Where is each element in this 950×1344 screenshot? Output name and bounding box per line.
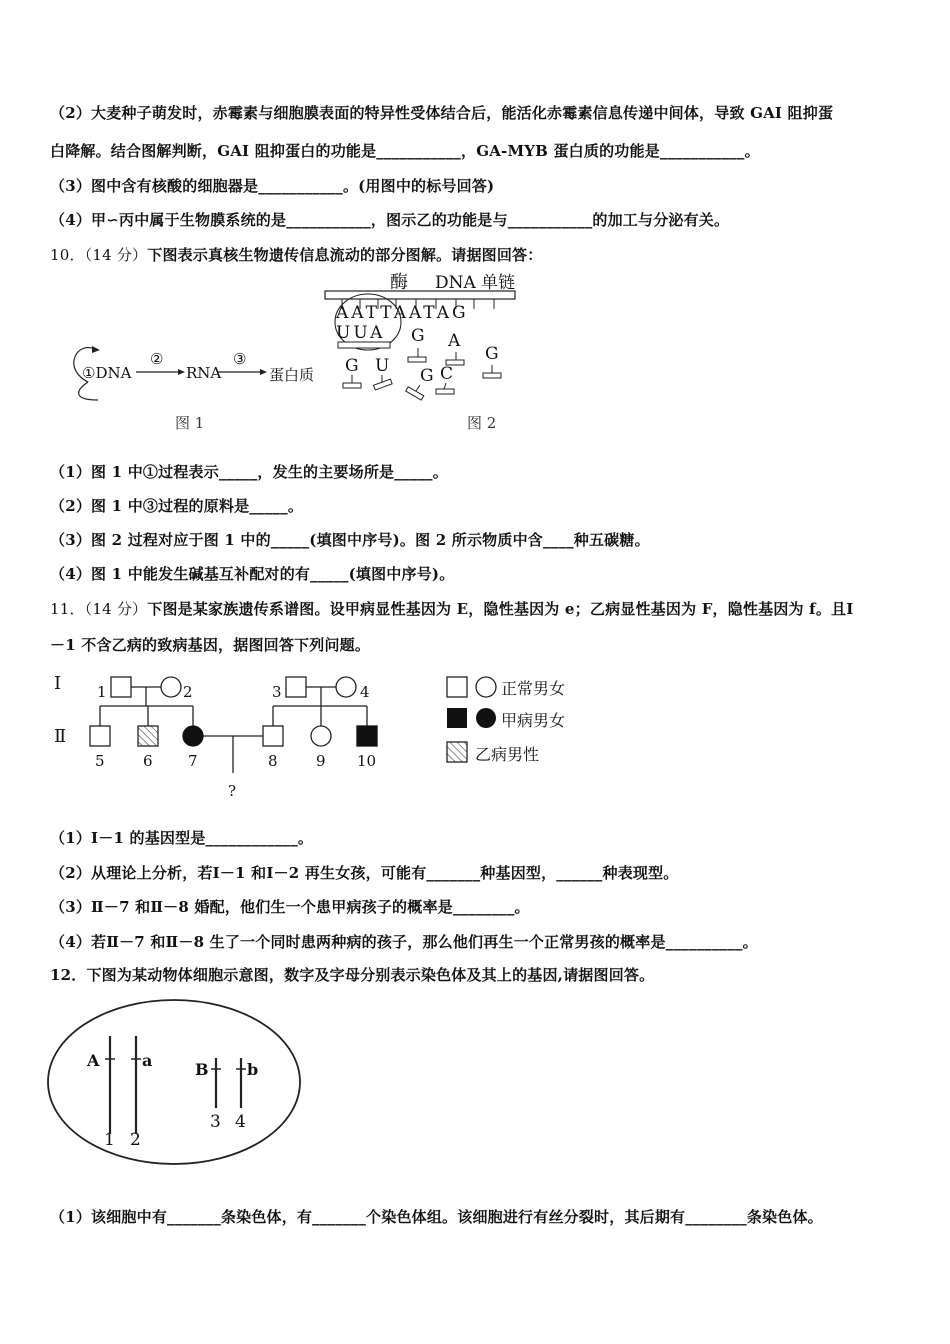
- free-base-6: G: [420, 366, 434, 386]
- q11-stem-line1: [50, 598, 853, 619]
- q9-part2-line2: 白降解。结合图解判断，GAI 阻抑蛋白的功能是___________，GA-MYB 蛋白质的功能是___________。: [50, 142, 760, 160]
- q10-text: 下图表示真核生物遗传信息流动的部分图解。请据图回答：: [147, 246, 543, 264]
- q11-part1: （1）Ⅰ－1 的基因型是____________。: [50, 829, 314, 847]
- chromosome-4: 4: [235, 1112, 246, 1132]
- dna-label: ①DNA: [82, 364, 132, 382]
- enzyme-label: 酶: [390, 272, 408, 293]
- legend-normal: 正常男女: [501, 679, 566, 698]
- q10-part1: （1）图 1 中①过程表示_____，发生的主要场所是_____。: [50, 463, 448, 481]
- individual-1: 1: [97, 683, 107, 701]
- individual-2: 2: [183, 683, 193, 701]
- step-2-label: ②: [150, 350, 164, 368]
- individual-10: 10: [357, 752, 377, 770]
- gene-a: a: [142, 1051, 153, 1070]
- q10-stem: [50, 244, 542, 265]
- q11-part3: （3）Ⅱ－7 和Ⅱ－8 婚配，他们生一个患甲病孩子的概率是________。: [50, 898, 530, 916]
- q11-part4: （4）若Ⅱ－7 和Ⅱ－8 生了一个同时患两种病的孩子，那么他们再生一个正常男孩的概率是__________。: [50, 933, 758, 951]
- chromosome-1: 1: [104, 1130, 115, 1150]
- step-3-label: ③: [233, 350, 247, 368]
- q9-part3: （3）图中含有核酸的细胞器是___________。(用图中的标号回答): [50, 177, 495, 195]
- free-base-3: G: [485, 344, 499, 364]
- individual-7: 7: [188, 752, 198, 770]
- free-base-2: A: [448, 331, 461, 351]
- free-base-4: G: [345, 356, 359, 376]
- q11-stem-line2: －1 不含乙病的致病基因，据图回答下列问题。: [50, 636, 371, 654]
- q11-text: 下图是某家族遗传系谱图。设甲病显性基因为 E，隐性基因为 e；乙病显性基因为 F，隐性基因为 f。且Ⅰ: [147, 600, 854, 618]
- individual-9: 9: [316, 752, 326, 770]
- q10-number: 10．（14 分）: [50, 246, 148, 264]
- chromosome-3: 3: [210, 1112, 221, 1132]
- protein-label: 蛋白质: [269, 366, 315, 384]
- individual-5: 5: [95, 752, 105, 770]
- individual-6: 6: [143, 752, 153, 770]
- q10-part3: （3）图 2 过程对应于图 1 中的_____(填图中序号)。图 2 所示物质中含____种五碳糖。: [50, 531, 650, 549]
- rna-bases: UUA: [336, 323, 386, 343]
- individual-8: 8: [268, 752, 278, 770]
- individual-4: 4: [360, 683, 370, 701]
- cell-diagram: [45, 996, 315, 1176]
- free-base-5: U: [375, 356, 390, 376]
- gene-b: b: [247, 1060, 259, 1079]
- q11-part2: （2）从理论上分析，若Ⅰ－1 和Ⅰ－2 再生女孩，可能有_______种基因型，______种表现型。: [50, 864, 679, 882]
- q9-part4: （4）甲∽丙中属于生物膜系统的是___________，图示乙的功能是与___________的加工与分泌有关。: [50, 211, 730, 229]
- legend-disease-b: 乙病男性: [475, 745, 540, 764]
- free-base-7: C: [440, 364, 454, 384]
- template-bases: AATTAATAG: [336, 303, 469, 323]
- free-base-1: G: [411, 326, 425, 346]
- pedigree-chart: [50, 668, 610, 808]
- gene-A: A: [87, 1051, 100, 1070]
- chromosome-2: 2: [130, 1130, 141, 1150]
- figure-2: [320, 265, 540, 435]
- q9-part2-line1: （2）大麦种子萌发时，赤霉素与细胞膜表面的特异性受体结合后，能活化赤霉素信息传递中间体，导致 GAI 阻抑蛋: [50, 104, 834, 122]
- q10-part4: （4）图 1 中能发生碱基互补配对的有_____(填图中序号)。: [50, 565, 455, 583]
- generation-i-label: Ⅰ: [54, 673, 62, 694]
- q12-part1: （1）该细胞中有_______条染色体，有_______个染色体组。该细胞进行有丝分裂时，其后期有________条染色体。: [50, 1208, 823, 1226]
- q10-part2: （2）图 1 中③过程的原料是_____。: [50, 497, 304, 515]
- gene-B: B: [195, 1060, 209, 1079]
- unknown-child: ?: [228, 782, 237, 800]
- figure-1: [70, 330, 330, 440]
- q11-number: 11．（14 分）: [50, 600, 148, 618]
- legend-disease-a: 甲病男女: [501, 711, 566, 730]
- figure-2-caption: 图 2: [467, 414, 497, 432]
- rna-label: RNA: [186, 364, 222, 382]
- dna-strand-label: DNA 单链: [435, 273, 516, 293]
- q12-stem: 12．下图为某动物体细胞示意图，数字及字母分别表示染色体及其上的基因,请据图回答。: [50, 966, 655, 984]
- generation-ii-label: Ⅱ: [54, 726, 67, 747]
- figure-1-caption: 图 1: [175, 414, 205, 432]
- individual-3: 3: [272, 683, 282, 701]
